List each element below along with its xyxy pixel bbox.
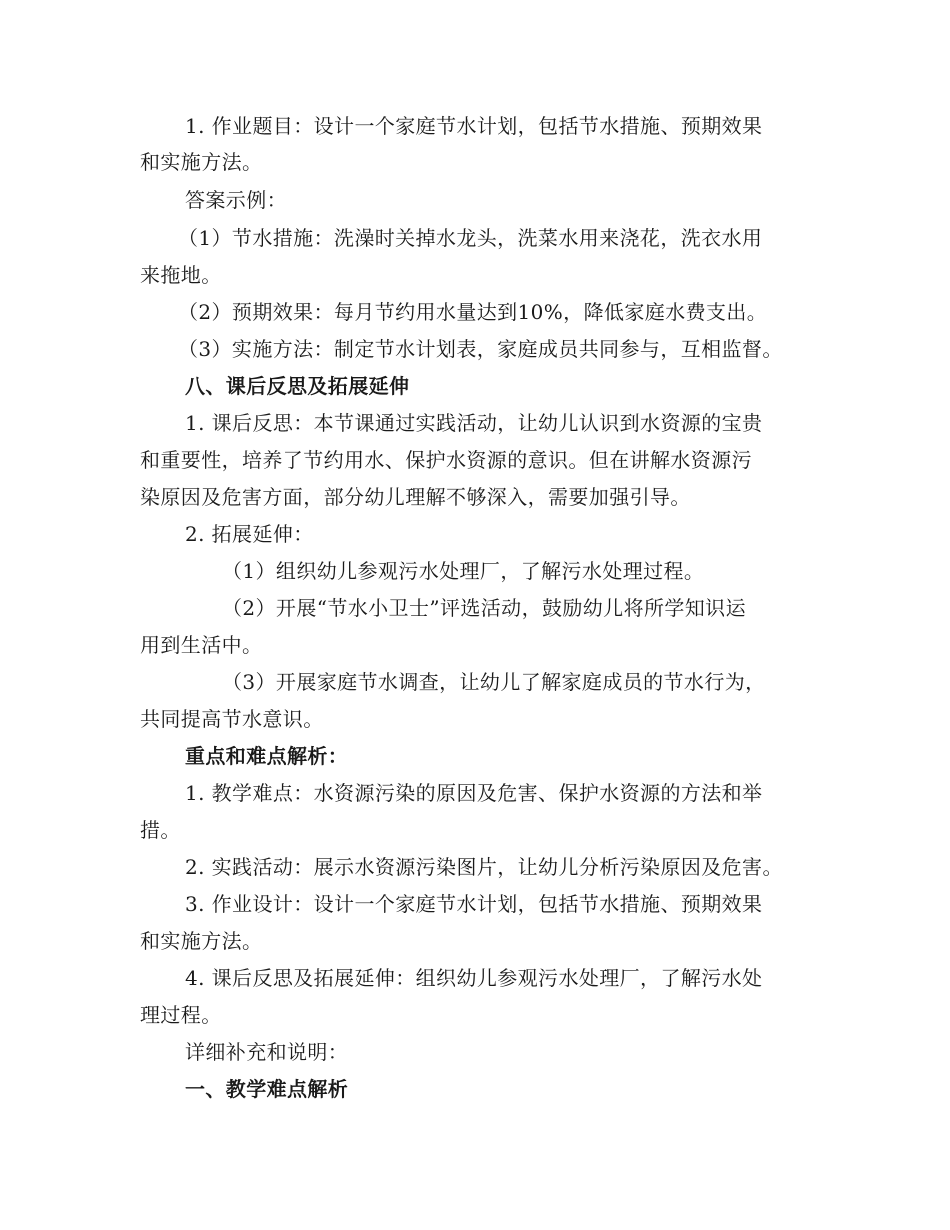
text-line: 2. 拓展延伸：	[185, 522, 314, 546]
text-line: 和重要性，培养了节约用水、保护水资源的意识。但在讲解水资源污	[140, 448, 752, 472]
text-line: 和实施方法。	[140, 150, 263, 174]
section-heading: 一、教学难点解析	[185, 1077, 349, 1101]
text-line: （3）开展家庭节水调查，让幼儿了解家庭成员的节水行为，	[222, 670, 766, 694]
text-line: （2）开展“节水小卫士”评选活动，鼓励幼儿将所学知识运	[222, 596, 746, 620]
text-line: 措。	[140, 818, 181, 842]
text-line: 共同提高节水意识。	[140, 707, 324, 731]
section-heading: 重点和难点解析：	[185, 744, 349, 768]
text-line: （3）实施方法：制定节水计划表，家庭成员共同参与，互相监督。	[178, 337, 783, 361]
text-line: 1. 课后反思：本节课通过实践活动，让幼儿认识到水资源的宝贵	[185, 411, 763, 435]
text-line: 1. 教学难点：水资源污染的原因及危害、保护水资源的方法和举	[185, 781, 763, 805]
text-line: （2）预期效果：每月节约用水量达到10%，降低家庭水费支出。	[178, 300, 768, 324]
text-line: 详细补充和说明：	[185, 1040, 349, 1064]
text-line: 3. 作业设计：设计一个家庭节水计划，包括节水措施、预期效果	[185, 892, 763, 916]
text-line: 2. 实践活动：展示水资源污染图片，让幼儿分析污染原因及危害。	[185, 855, 783, 879]
text-line: （1）节水措施：洗澡时关掉水龙头，洗菜水用来浇花，洗衣水用	[178, 226, 763, 250]
text-line: 来拖地。	[140, 263, 222, 287]
text-line: （1）组织幼儿参观污水处理厂，了解污水处理过程。	[222, 559, 705, 583]
section-heading: 八、课后反思及拓展延伸	[185, 374, 410, 398]
text-line: 用到生活中。	[140, 633, 263, 657]
text-line: 1. 作业题目：设计一个家庭节水计划，包括节水措施、预期效果	[185, 114, 763, 138]
text-line: 理过程。	[140, 1003, 222, 1027]
text-line: 染原因及危害方面，部分幼儿理解不够深入，需要加强引导。	[140, 485, 691, 509]
text-line: 答案示例：	[185, 188, 287, 212]
text-line: 和实施方法。	[140, 929, 263, 953]
text-line: 4. 课后反思及拓展延伸：组织幼儿参观污水处理厂，了解污水处	[185, 966, 763, 990]
